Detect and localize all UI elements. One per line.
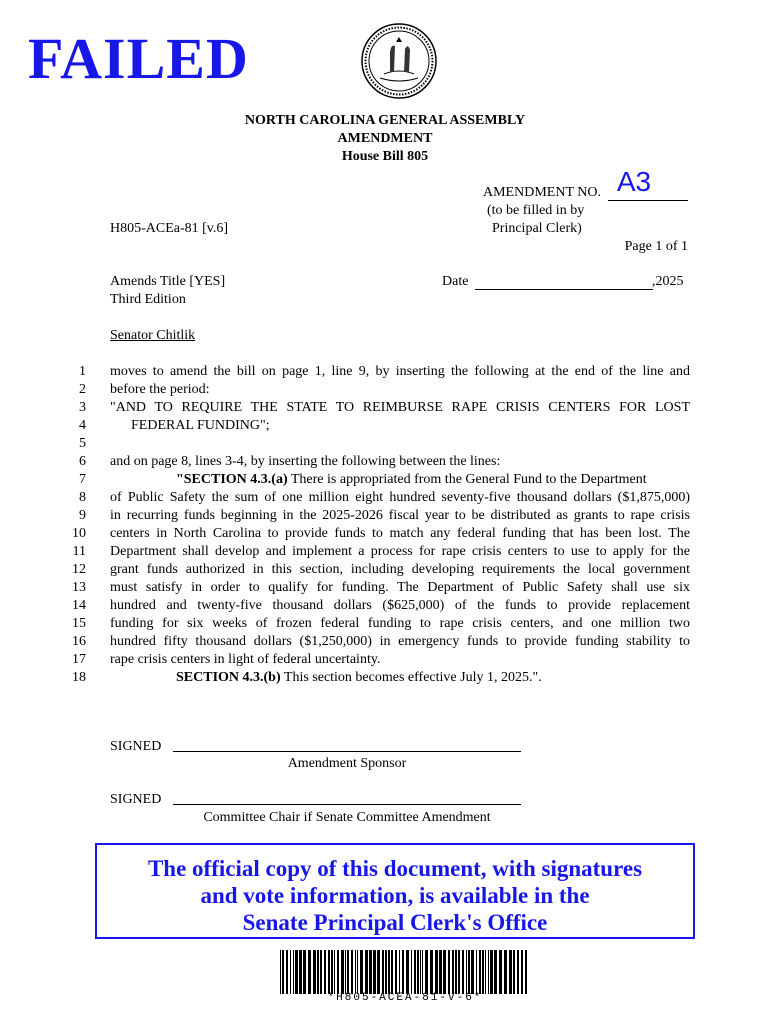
barcode-bar: [466, 950, 467, 994]
barcode-bar: [521, 950, 523, 994]
line-number: 17: [72, 652, 86, 667]
sponsor-caption: Amendment Sponsor: [287, 756, 407, 771]
official-copy-notice: [95, 843, 695, 939]
notice-line-3: Senate Principal Clerk's Office: [242, 910, 548, 935]
sponsor-signature-line[interactable]: [173, 751, 521, 752]
barcode-bar: [462, 950, 464, 994]
amendment-heading: AMENDMENT: [337, 131, 433, 146]
barcode-text: *H805-ACEA-81-V-6*: [327, 992, 483, 1004]
barcode-bar: [435, 950, 438, 994]
barcode-bar: [448, 950, 450, 994]
barcode-bar: [365, 950, 368, 994]
barcode-bar: [320, 950, 322, 994]
line-number: 18: [72, 670, 86, 685]
barcode-bar: [402, 950, 404, 994]
amendment-no-label: AMENDMENT NO.: [483, 185, 601, 200]
line-number: 11: [72, 544, 86, 559]
barcode-bar: [455, 950, 457, 994]
amendment-no-value: A3: [616, 166, 652, 197]
barcode-bar: [485, 950, 486, 994]
barcode-bar: [290, 950, 291, 994]
barcode-bar: [468, 950, 470, 994]
barcode-bar: [360, 950, 363, 994]
barcode-bar: [488, 950, 489, 994]
body-line-text: This section becomes effective July 1, 2025.".: [280, 670, 542, 685]
body-line: Department shall develop and implement a process for rape crisis centers to use to apply for the: [110, 544, 690, 559]
barcode-bar: [395, 950, 397, 994]
chair-signature-line[interactable]: [173, 804, 521, 805]
body-line: centers in North Carolina to provide funds to match any federal funding that has been lost. The: [110, 526, 690, 541]
body-line: [176, 669, 688, 687]
line-number: 5: [79, 436, 86, 451]
barcode-bar: [504, 950, 507, 994]
barcode-bar: [458, 950, 460, 994]
line-number: 4: [79, 418, 86, 433]
edition: Third Edition: [110, 292, 186, 307]
barcode-bar: [525, 950, 527, 994]
line-number: 14: [72, 598, 86, 613]
line-number: 9: [79, 508, 86, 523]
page-number: Page 1 of 1: [624, 239, 688, 254]
body-line: hundred fifty thousand dollars ($1,250,000) in emergency funds to provide funding stability to: [110, 634, 690, 649]
line-number: 13: [72, 580, 86, 595]
amendment-no-note-2: Principal Clerk): [492, 221, 582, 236]
barcode-bar: [452, 950, 454, 994]
barcode-bar: [509, 950, 512, 994]
barcode-bar: [369, 950, 372, 994]
line-number: 16: [72, 634, 86, 649]
barcode-bar: [490, 950, 493, 994]
barcode-bar: [377, 950, 380, 994]
date-label: Date: [442, 274, 469, 289]
body-line: [176, 471, 688, 489]
barcode-bar: [479, 950, 481, 994]
barcode-bar: [388, 950, 390, 994]
barcode-bar: [391, 950, 393, 994]
body-line-text: There is appropriated from the General Fund to the Department: [287, 472, 647, 487]
line-number: 2: [79, 382, 86, 397]
barcode-bar: [382, 950, 384, 994]
section-heading-b: SECTION 4.3.(b): [176, 670, 281, 685]
barcode-bar: [331, 950, 333, 994]
bill-heading: House Bill 805: [341, 149, 429, 164]
barcode-bar: [355, 950, 356, 994]
line-number: 1: [79, 364, 86, 379]
failed-stamp: FAILED: [28, 26, 249, 91]
body-line: funding for six weeks of frozen federal funding to rape crisis centers, and one million two: [110, 616, 690, 631]
barcode-bar: [420, 950, 421, 994]
barcode-bar: [303, 950, 306, 994]
barcode-bar: [345, 950, 346, 994]
barcode-bar: [286, 950, 288, 994]
barcode-bar: [293, 950, 294, 994]
line-number: 3: [79, 400, 86, 415]
barcode-bar: [313, 950, 316, 994]
barcode-bar: [430, 950, 433, 994]
body-line: and on page 8, lines 3-4, by inserting the following between the lines:: [110, 454, 501, 469]
amendment-no-note-1: (to be filled in by: [487, 203, 585, 218]
barcode: [280, 950, 530, 994]
signed-label-1: SIGNED: [110, 739, 162, 754]
barcode-bar: [499, 950, 502, 994]
barcode-bar: [295, 950, 298, 994]
line-number: 7: [79, 472, 86, 487]
section-heading-a: "SECTION 4.3.(a): [176, 472, 288, 487]
barcode-bar: [334, 950, 335, 994]
notice-line-2: and vote information, is available in the: [200, 883, 590, 908]
barcode-bar: [517, 950, 519, 994]
barcode-bar: [422, 950, 423, 994]
signed-label-2: SIGNED: [110, 792, 162, 807]
barcode-bar: [282, 950, 284, 994]
barcode-bar: [414, 950, 416, 994]
barcode-bar: [443, 950, 446, 994]
barcode-bar: [471, 950, 474, 994]
barcode-bar: [317, 950, 319, 994]
line-number: 6: [79, 454, 86, 469]
amendment-no-field: [608, 168, 688, 201]
date-year: ,2025: [652, 274, 684, 289]
barcode-bar: [324, 950, 326, 994]
body-line: moves to amend the bill on page 1, line 9, by inserting the following at the end of the line and: [110, 364, 690, 379]
barcode-bar: [494, 950, 497, 994]
barcode-bar: [406, 950, 409, 994]
barcode-bar: [337, 950, 339, 994]
barcode-bar: [399, 950, 400, 994]
barcode-bar: [425, 950, 428, 994]
barcode-bar: [476, 950, 477, 994]
body-line: grant funds authorized in this section, including developing requirements the local government: [110, 562, 690, 577]
barcode-bar: [357, 950, 358, 994]
document-id: H805-ACEa-81 [v.6]: [110, 221, 229, 236]
body-line: in recurring funds beginning in the 2025-2026 fiscal year to be distributed as grants to rape crisis: [110, 508, 690, 523]
barcode-bar: [299, 950, 302, 994]
barcode-bar: [373, 950, 376, 994]
amends-title: Amends Title [YES]: [110, 274, 226, 289]
line-number: 8: [79, 490, 86, 505]
barcode-bar: [347, 950, 349, 994]
barcode-bar: [417, 950, 419, 994]
sponsor-name: Senator Chitlik: [110, 328, 196, 343]
body-line: FEDERAL FUNDING";: [131, 418, 270, 433]
chair-caption: Committee Chair if Senate Committee Amendment: [203, 810, 491, 825]
barcode-bar: [280, 950, 281, 994]
line-number: 10: [72, 526, 86, 541]
body-line: "AND TO REQUIRE THE STATE TO REIMBURSE RAPE CRISIS CENTERS FOR LOST: [110, 400, 690, 415]
barcode-bar: [482, 950, 484, 994]
notice-line-1: The official copy of this document, with signatures: [147, 856, 643, 881]
line-number: 15: [72, 616, 86, 631]
barcode-bar: [513, 950, 515, 994]
body-line: of Public Safety the sum of one million eight hundred seventy-five thousand dollars ($1,875,000): [110, 490, 690, 505]
body-line: must satisfy in order to qualify for funding. The Department of Public Safety shall use six: [110, 580, 690, 595]
state-seal-icon: [360, 22, 438, 100]
barcode-bar: [351, 950, 353, 994]
barcode-bar: [385, 950, 387, 994]
barcode-bar: [328, 950, 330, 994]
body-line: hundred and twenty-five thousand dollars ($625,000) of the funds to provide replacement: [110, 598, 690, 613]
assembly-heading: NORTH CAROLINA GENERAL ASSEMBLY: [244, 113, 526, 128]
barcode-bar: [439, 950, 442, 994]
barcode-bar: [308, 950, 311, 994]
date-line: [475, 289, 653, 290]
line-number: 12: [72, 562, 86, 577]
body-line: before the period:: [110, 382, 210, 397]
barcode-bar: [411, 950, 412, 994]
body-line: rape crisis centers in light of federal uncertainty.: [110, 652, 381, 667]
barcode-bar: [341, 950, 344, 994]
